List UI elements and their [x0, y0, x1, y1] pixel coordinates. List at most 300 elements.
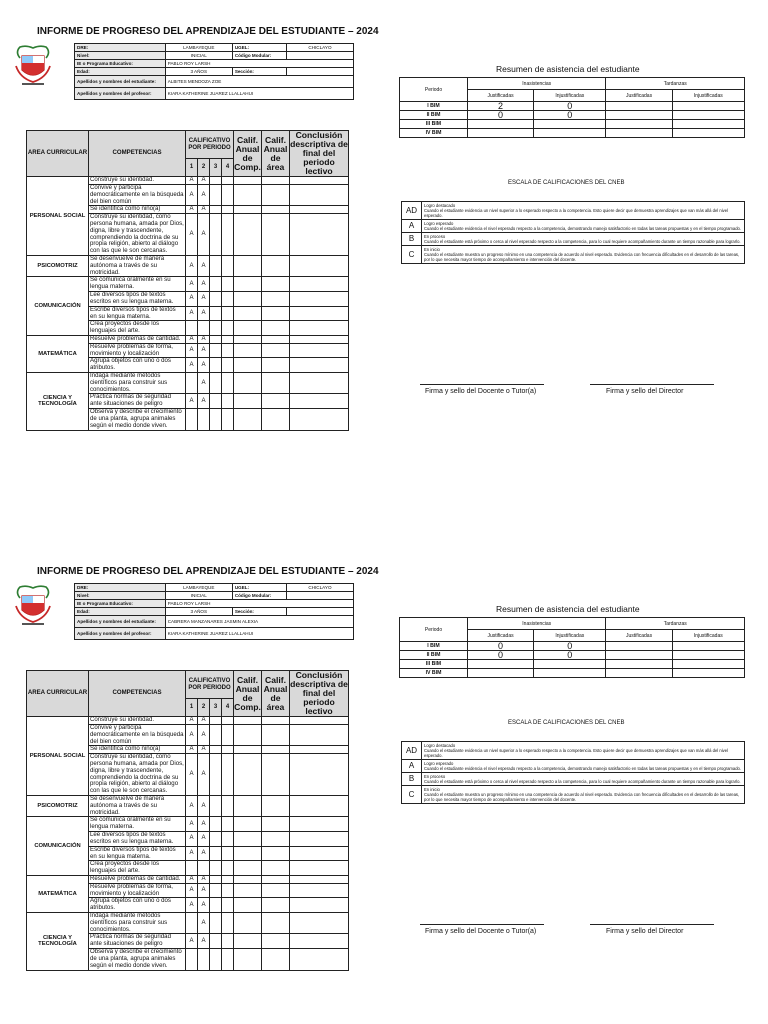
grade-cell: A [198, 292, 210, 307]
grade-cell: A [198, 832, 210, 847]
seccion-label: Sección: [232, 68, 286, 76]
annual-area-cell [262, 898, 290, 913]
edad-value: 3 AÑOS [165, 68, 232, 76]
annual-comp-cell [234, 373, 262, 394]
grade-cell [222, 717, 234, 725]
injustificadas-header: Injustificadas [672, 630, 744, 642]
annual-comp-cell [234, 277, 262, 292]
competency-cell: Resuelve problemas de cantidad. [89, 335, 186, 343]
table-row [400, 651, 745, 660]
period-3-header: 3 [210, 699, 222, 717]
grade-cell [210, 373, 222, 394]
annual-area-cell [262, 306, 290, 321]
conclusion-cell [290, 184, 349, 205]
annual-comp-cell [234, 358, 262, 373]
conclusion-cell [290, 214, 349, 256]
ugel-label: UGEL: [232, 44, 286, 52]
area-cell: PERSONAL SOCIAL [27, 717, 89, 796]
annual-comp-cell [234, 875, 262, 883]
grade-cell [222, 875, 234, 883]
grade-cell [222, 177, 234, 185]
grade-cell: A [186, 875, 198, 883]
grade-cell [222, 292, 234, 307]
grade-cell: A [198, 206, 210, 214]
annual-comp-cell [234, 177, 262, 185]
scale-title: ESCALA DE CALIFICACIONES DEL CNEB [508, 720, 625, 726]
signature-line-director [590, 384, 714, 385]
grade-cell: A [186, 934, 198, 949]
grade-cell: A [198, 256, 210, 277]
attendance-cell [468, 660, 534, 669]
grade-cell [222, 277, 234, 292]
annual-comp-cell [234, 898, 262, 913]
competency-cell: Lee diversos tipos de textos escritos en su lengua materna. [89, 292, 186, 307]
justificadas-header: Justificadas [468, 90, 534, 102]
signature-docente: Firma y sello del Docente o Tutor(a) [425, 928, 537, 935]
competency-cell: Se comunica oralmente en su lengua materna. [89, 817, 186, 832]
competency-cell: Escribe diversos tipos de textos en su lengua materna. [89, 306, 186, 321]
table-row [402, 786, 745, 804]
signature-director: Firma y sello del Director [606, 388, 684, 395]
annual-comp-cell [234, 343, 262, 358]
area-cell: PSICOMOTRIZ [27, 796, 89, 817]
anual-area-header: Calif. Anual de área [262, 671, 290, 717]
annual-area-cell [262, 846, 290, 861]
grade-cell [210, 913, 222, 934]
attendance-cell [606, 120, 672, 129]
annual-comp-cell [234, 913, 262, 934]
annual-area-cell [262, 861, 290, 876]
competency-cell: Construye su identidad. [89, 717, 186, 725]
grade-cell: A [198, 184, 210, 205]
annual-comp-cell [234, 717, 262, 725]
ugel-label: UGEL: [232, 584, 286, 592]
inasistencias-header: Inasistencias [468, 78, 606, 90]
area-cell: CIENCIA Y TECNOLOGÍA [27, 373, 89, 431]
conclusion-cell [290, 335, 349, 343]
annual-comp-cell [234, 335, 262, 343]
attendance-title: Resumen de asistencia del estudiante [496, 604, 640, 614]
attendance-cell: 0 [468, 651, 534, 660]
table-row [27, 177, 349, 185]
conclusion-cell [290, 409, 349, 430]
annual-area-cell [262, 277, 290, 292]
grade-cell [222, 373, 234, 394]
scale-code: A [402, 760, 422, 773]
period-3-header: 3 [210, 159, 222, 177]
competency-cell: Indaga mediante métodos científicos para construir sus conocimientos. [89, 373, 186, 394]
table-row [27, 717, 349, 725]
attendance-cell: 0 [534, 651, 606, 660]
grade-cell: A [198, 277, 210, 292]
table-row [400, 669, 745, 678]
attendance-cell [534, 129, 606, 138]
grade-cell [198, 861, 210, 876]
grade-cell [210, 177, 222, 185]
programa-value: PABLO ROY LARSH [165, 600, 353, 608]
grade-cell: A [198, 373, 210, 394]
grade-cell: A [186, 883, 198, 898]
table-row [27, 373, 349, 394]
competency-cell: Se identifica como niño(a) [89, 746, 186, 754]
competency-cell: Observa y describe el crecimiento de una planta, agrupa animales según el medio donde viven. [89, 949, 186, 970]
attendance-cell [606, 642, 672, 651]
annual-area-cell [262, 817, 290, 832]
justificadas-header: Justificadas [468, 630, 534, 642]
table-row [402, 773, 745, 786]
grade-cell: A [186, 817, 198, 832]
profesor-value: KIARA KATHERINE JUAREZ LLALLAHUI [165, 628, 353, 640]
grade-cell: A [186, 292, 198, 307]
conclusion-cell [290, 832, 349, 847]
attendance-cell [606, 660, 672, 669]
competency-cell: Crea proyectos desde los lenguajes del arte. [89, 321, 186, 336]
conclusion-cell [290, 306, 349, 321]
anual-area-header: Calif. Anual de área [262, 131, 290, 177]
scale-level-name: Logro destacado [424, 743, 456, 748]
conclusion-cell [290, 277, 349, 292]
grade-cell: A [186, 832, 198, 847]
annual-area-cell [262, 409, 290, 430]
competency-cell: Resuelve problemas de cantidad. [89, 875, 186, 883]
grade-cell [222, 796, 234, 817]
conclusion-cell [290, 177, 349, 185]
scale-code: AD [402, 202, 422, 220]
grade-cell: A [198, 306, 210, 321]
grade-cell: A [186, 796, 198, 817]
grade-cell: A [186, 214, 198, 256]
annual-comp-cell [234, 817, 262, 832]
annual-comp-cell [234, 256, 262, 277]
annual-comp-cell [234, 934, 262, 949]
annual-area-cell [262, 832, 290, 847]
signature-director: Firma y sello del Director [606, 928, 684, 935]
scale-code: B [402, 773, 422, 786]
annual-area-cell [262, 343, 290, 358]
signature-docente: Firma y sello del Docente o Tutor(a) [425, 388, 537, 395]
attendance-cell: 2 [468, 102, 534, 111]
grade-cell: A [198, 898, 210, 913]
grade-cell [210, 934, 222, 949]
annual-area-cell [262, 717, 290, 725]
grade-cell: A [198, 934, 210, 949]
annual-area-cell [262, 206, 290, 214]
grade-cell: A [186, 898, 198, 913]
tardanzas-header: Tardanzas [606, 618, 745, 630]
grade-cell [222, 214, 234, 256]
area-cell: MATEMÁTICA [27, 875, 89, 912]
grade-cell [222, 335, 234, 343]
student-info-table [74, 43, 354, 100]
scale-description [422, 220, 745, 233]
competency-cell: Resuelve problemas de forma, movimiento y localización [89, 883, 186, 898]
competency-cell: Construye su identidad. [89, 177, 186, 185]
grade-cell [222, 754, 234, 796]
grade-cell [222, 883, 234, 898]
grade-cell [222, 321, 234, 336]
conclusion-cell [290, 934, 349, 949]
grade-cell [210, 861, 222, 876]
attendance-cell [672, 651, 744, 660]
grade-cell: A [198, 754, 210, 796]
scale-code: B [402, 233, 422, 246]
profesor-label: Apellidos y nombres del profesor: [75, 628, 166, 640]
bim-label: II BIM [400, 651, 468, 660]
grade-cell: A [198, 796, 210, 817]
scale-code: C [402, 246, 422, 264]
period-1-header: 1 [186, 699, 198, 717]
attendance-cell [534, 669, 606, 678]
competency-cell: Construye su identidad, como persona humana, amada por Dios, digna, libre y trascendente, comprendiendo la doctrina de su propia religión, abierto al diálogo con las que le son cercanas. [90, 753, 184, 795]
annual-comp-cell [234, 949, 262, 970]
attendance-cell [468, 669, 534, 678]
grade-cell: A [198, 717, 210, 725]
grade-cell [210, 875, 222, 883]
table-row [27, 335, 349, 343]
competency-cell: Se desenvuelve de manera autónoma a través de su motricidad. [89, 796, 186, 817]
grade-cell [222, 306, 234, 321]
bim-label: II BIM [400, 111, 468, 120]
grade-cell [210, 724, 222, 745]
table-row [402, 220, 745, 233]
annual-comp-cell [234, 292, 262, 307]
grade-cell [198, 409, 210, 430]
conclusion-cell [290, 949, 349, 970]
table-row [402, 233, 745, 246]
annual-comp-cell [234, 846, 262, 861]
scale-description [422, 233, 745, 246]
conclusion-cell [290, 861, 349, 876]
conclusion-header: Conclusión descriptiva de final del periodo lectivo [290, 130, 348, 177]
competency-cell: Construye su identidad, como persona humana, amada por Dios, digna, libre y trascendente, comprendiendo la doctrina de su propia religión, abierto al diálogo con las que le son cercanas. [90, 213, 184, 255]
attendance-cell [606, 651, 672, 660]
attendance-cell: 0 [468, 642, 534, 651]
grade-cell: A [186, 754, 198, 796]
nivel-value: INICIAL [165, 52, 232, 60]
conclusion-cell [290, 796, 349, 817]
periodo-header: Periodo [400, 618, 468, 642]
codigo-label: Código Modular: [232, 52, 286, 60]
alumno-label: Apellidos y nombres del estudiante: [75, 616, 166, 628]
report-title: INFORME DE PROGRESO DEL APRENDIZAJE DEL ESTUDIANTE – 2024 [37, 566, 379, 577]
competency-cell: Crea proyectos desde los lenguajes del arte. [89, 861, 186, 876]
dre-value: LAMBAYEQUE [165, 584, 232, 592]
annual-area-cell [262, 934, 290, 949]
grade-cell [222, 343, 234, 358]
competencias-header: COMPETENCIAS [89, 671, 186, 717]
grade-cell [222, 724, 234, 745]
table-row [400, 660, 745, 669]
signature-line-docente [420, 924, 544, 925]
grade-cell: A [186, 724, 198, 745]
grade-cell [198, 321, 210, 336]
annual-comp-cell [234, 321, 262, 336]
conclusion-cell [290, 358, 349, 373]
competency-cell: Practica normas de seguridad ante situaciones de peligro [89, 394, 186, 409]
competency-cell: Indaga mediante métodos científicos para construir sus conocimientos. [89, 913, 186, 934]
scale-level-desc: Cuando el estudiante muestra un progreso mínimo en una competencia de acuerdo al nivel esperado. Evidencia con frecuencia dificultades en el desarrollo de las tareas, por lo que necesita mayor tiempo de acompañamiento e intervención del docente. [424, 792, 740, 803]
annual-area-cell [262, 875, 290, 883]
area-header: AREA CURRICULAR [27, 671, 89, 717]
competency-cell: Lee diversos tipos de textos escritos en su lengua materna. [89, 832, 186, 847]
conclusion-cell [290, 394, 349, 409]
attendance-cell [468, 120, 534, 129]
grade-cell [210, 256, 222, 277]
justificadas-header: Justificadas [606, 630, 672, 642]
grade-cell [222, 846, 234, 861]
grade-cell: A [186, 206, 198, 214]
annual-area-cell [262, 754, 290, 796]
annual-area-cell [262, 177, 290, 185]
conclusion-cell [290, 746, 349, 754]
attendance-cell [672, 669, 744, 678]
conclusion-cell [290, 913, 349, 934]
alumno-value: CABRERA MANZANARES JASMIN ALEXIA [165, 616, 353, 628]
annual-comp-cell [234, 832, 262, 847]
grade-cell [186, 949, 198, 970]
grade-cell [210, 409, 222, 430]
conclusion-cell [290, 817, 349, 832]
attendance-cell [672, 129, 744, 138]
grade-cell [222, 949, 234, 970]
attendance-cell [672, 660, 744, 669]
conclusion-cell [290, 321, 349, 336]
grade-cell [222, 817, 234, 832]
grade-cell [210, 846, 222, 861]
conclusion-cell [290, 717, 349, 725]
table-row [400, 120, 745, 129]
annual-comp-cell [234, 184, 262, 205]
grade-cell [198, 949, 210, 970]
annual-comp-cell [234, 883, 262, 898]
grade-cell [186, 409, 198, 430]
bim-label: IV BIM [400, 129, 468, 138]
annual-area-cell [262, 746, 290, 754]
grade-cell [210, 214, 222, 256]
edad-label: Edad: [75, 608, 166, 616]
grade-cell: A [186, 306, 198, 321]
grade-cell [186, 321, 198, 336]
annual-area-cell [262, 724, 290, 745]
grade-cell [222, 832, 234, 847]
dre-label: DRE: [75, 584, 166, 592]
grade-cell: A [186, 394, 198, 409]
scale-level-desc: Cuando el estudiante evidencia un nivel superior a lo esperado respecto a la competencia. Esto quiere decir que demuestra aprendizajes que van más allá del nivel esperado. [424, 748, 729, 759]
scale-level-desc: Cuando el estudiante está próximo o cerca al nivel esperado respecto a la competencia, para lo cual requiere acompañamiento durante un tiempo razonable para lograrlo. [424, 239, 741, 245]
scale-level-name: Logro esperado [424, 221, 454, 227]
table-row [400, 111, 745, 120]
scale-description [422, 773, 745, 786]
annual-comp-cell [234, 754, 262, 796]
competency-cell: Practica normas de seguridad ante situaciones de peligro [89, 934, 186, 949]
grade-cell [210, 717, 222, 725]
annual-area-cell [262, 321, 290, 336]
competency-cell: Se comunica oralmente en su lengua materna. [89, 277, 186, 292]
conclusion-header: Conclusión descriptiva de final del periodo lectivo [290, 670, 348, 717]
attendance-cell [672, 111, 744, 120]
attendance-cell [606, 129, 672, 138]
grade-cell: A [198, 883, 210, 898]
grade-cell: A [186, 184, 198, 205]
attendance-cell [606, 102, 672, 111]
annual-comp-cell [234, 796, 262, 817]
conclusion-cell [290, 724, 349, 745]
justificadas-header: Justificadas [606, 90, 672, 102]
area-cell: PERSONAL SOCIAL [27, 177, 89, 256]
scale-code: AD [402, 742, 422, 760]
profesor-label: Apellidos y nombres del profesor: [75, 88, 166, 100]
grade-cell [210, 883, 222, 898]
table-row [27, 796, 349, 817]
grade-cell: A [198, 214, 210, 256]
grade-cell: A [198, 913, 210, 934]
attendance-cell: 0 [534, 642, 606, 651]
table-row [402, 760, 745, 773]
bim-label: IV BIM [400, 669, 468, 678]
table-row [27, 875, 349, 883]
scale-title: ESCALA DE CALIFICACIONES DEL CNEB [508, 180, 625, 186]
codigo-label: Código Modular: [232, 592, 286, 600]
attendance-cell [534, 120, 606, 129]
area-cell: COMUNICACIÓN [27, 817, 89, 876]
grade-cell: A [186, 177, 198, 185]
edad-label: Edad: [75, 68, 166, 76]
programa-label: IE o Programa Educativo: [75, 600, 166, 608]
alumno-value: ALBITES MENDOZA ZOE [165, 76, 353, 88]
grade-cell [222, 256, 234, 277]
grade-cell [210, 292, 222, 307]
area-cell: CIENCIA Y TECNOLOGÍA [27, 913, 89, 971]
competency-cell: Se desenvuelve de manera autónoma a través de su motricidad. [89, 256, 186, 277]
conclusion-cell [290, 754, 349, 796]
table-row [27, 913, 349, 934]
grade-cell: A [198, 177, 210, 185]
alumno-label: Apellidos y nombres del estudiante: [75, 76, 166, 88]
grade-cell [186, 373, 198, 394]
attendance-table [399, 77, 745, 138]
annual-comp-cell [234, 409, 262, 430]
programa-label: IE o Programa Educativo: [75, 60, 166, 68]
attendance-cell: 0 [534, 111, 606, 120]
scale-level-desc: Cuando el estudiante está próximo o cerca al nivel esperado respecto a la competencia, para lo cual requiere acompañamiento durante un tiempo razonable para lograrlo. [424, 779, 741, 785]
student-info-table [74, 583, 354, 640]
attendance-cell [672, 120, 744, 129]
grade-cell: A [186, 277, 198, 292]
scale-level-name: Logro destacado [424, 203, 456, 208]
annual-area-cell [262, 796, 290, 817]
grade-cell [210, 306, 222, 321]
scale-code: C [402, 786, 422, 804]
seccion-value [286, 68, 353, 76]
competency-cell: Convive y participa democráticamente en la búsqueda del bien común [90, 183, 184, 205]
conclusion-cell [290, 846, 349, 861]
annual-area-cell [262, 949, 290, 970]
competency-cell: Agrupa objetos con uno o dos atributos. [89, 898, 186, 913]
grade-cell [222, 358, 234, 373]
competency-cell: Observa y describe el crecimiento de una planta, agrupa animales según el medio donde viven. [89, 409, 186, 430]
annual-comp-cell [234, 861, 262, 876]
annual-area-cell [262, 184, 290, 205]
profesor-value: KIARA KATHERINE JUAREZ LLALLAHUI [165, 88, 353, 100]
scale-level-name: En inicio [424, 247, 440, 253]
attendance-cell [606, 111, 672, 120]
annual-area-cell [262, 373, 290, 394]
grade-cell: A [198, 394, 210, 409]
ugel-value: CHICLAYO [286, 44, 353, 52]
annual-area-cell [262, 394, 290, 409]
nivel-label: Nivel: [75, 592, 166, 600]
annual-area-cell [262, 214, 290, 256]
